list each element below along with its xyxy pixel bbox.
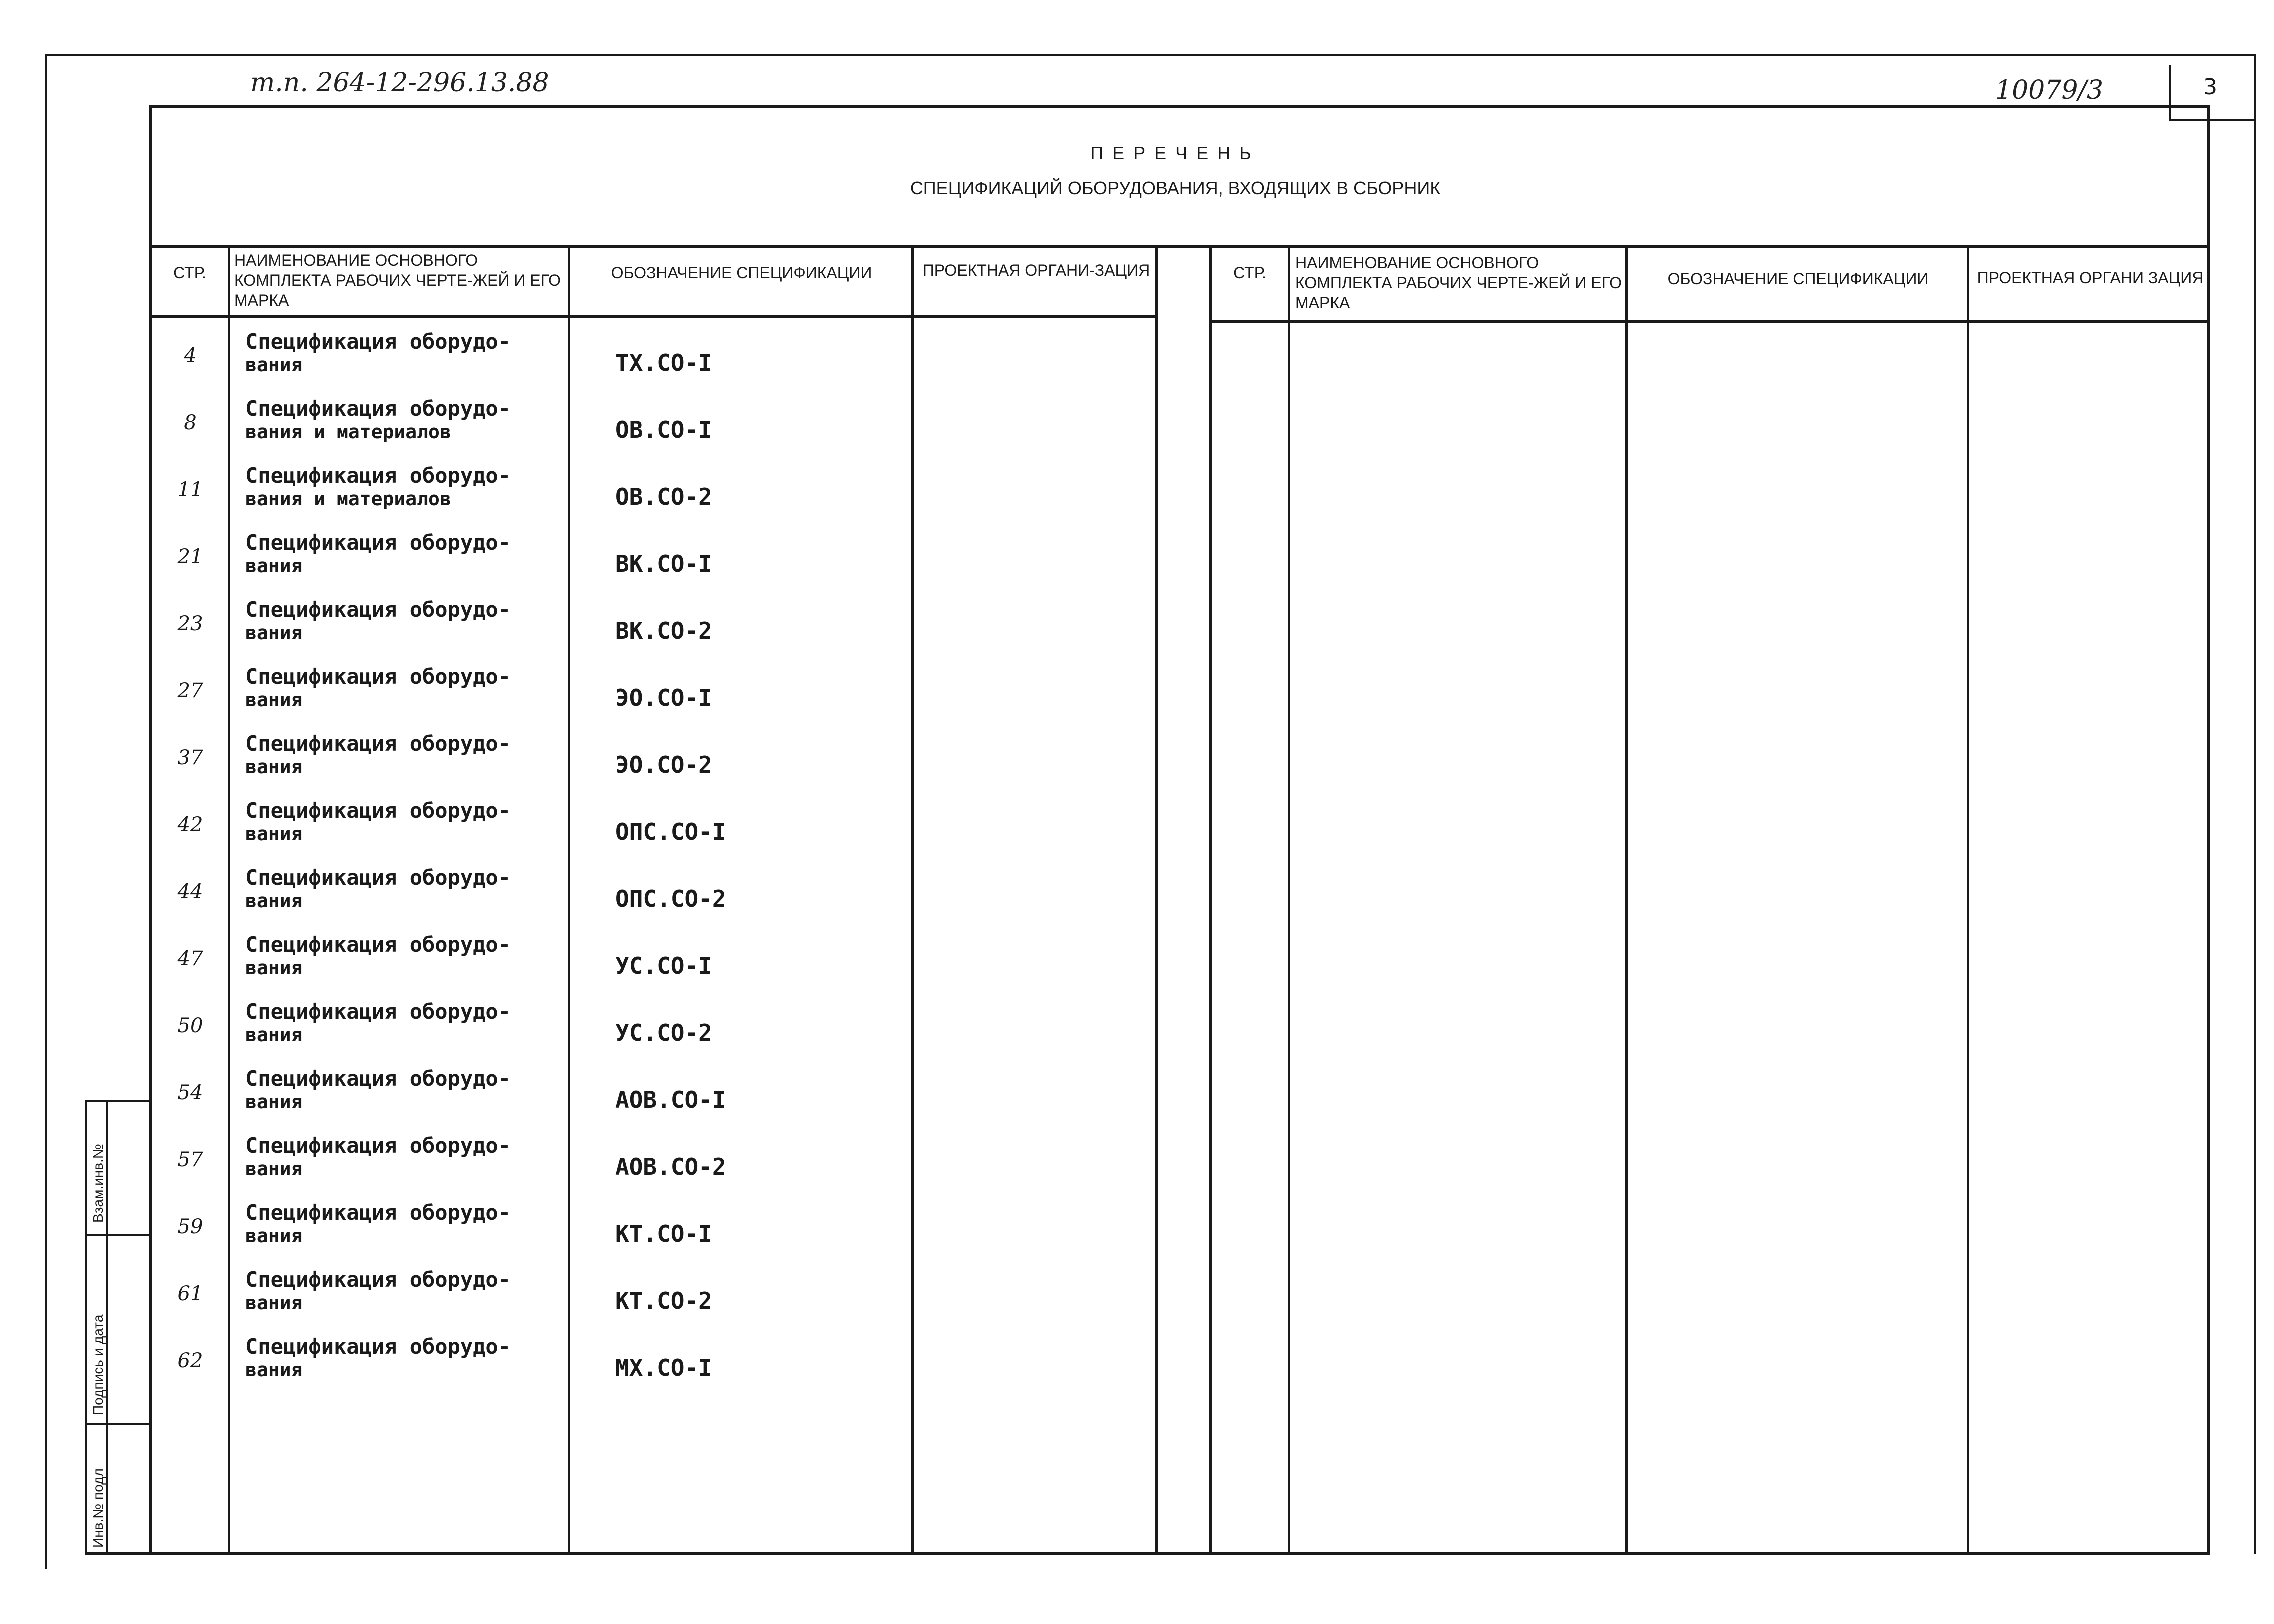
row-name <box>245 598 565 644</box>
row-spec-code: ВК.СО-I <box>615 550 712 577</box>
title-block-bottom <box>149 245 2210 248</box>
row-page-number: 50 <box>177 1014 203 1037</box>
row-spec-code: ОВ.СО-I <box>615 416 712 443</box>
row-name-line1: Спецификация оборудо- <box>245 329 511 354</box>
row-page-number: 59 <box>177 1215 203 1238</box>
row-name-line2: вания <box>245 622 303 644</box>
outer-top-border <box>45 54 2255 56</box>
inner-right-border <box>2207 105 2210 1555</box>
right-col-sep-2 <box>1625 245 1628 1554</box>
inner-top-border <box>149 105 2209 108</box>
row-page-number: 54 <box>177 1081 203 1104</box>
row-spec-code: МХ.СО-I <box>615 1354 712 1381</box>
row-page-number: 4 <box>184 344 197 367</box>
row-name <box>245 464 565 510</box>
sidebar-left-border <box>85 1100 87 1555</box>
row-name-line1: Спецификация оборудо- <box>245 1133 511 1158</box>
left-header-org: ПРОЕКТНАЯ ОРГАНИ-ЗАЦИЯ <box>922 261 1150 279</box>
row-name-line1: Спецификация оборудо- <box>245 731 511 756</box>
page-title: ПЕРЕЧЕНЬ <box>1090 143 1260 163</box>
sheet-box-left <box>2169 65 2171 120</box>
table-row <box>150 1330 1155 1397</box>
row-spec-code: ОПС.СО-I <box>615 818 726 845</box>
sidebar-inv-orig: Инв.№ подл <box>90 1468 106 1548</box>
row-name <box>245 1201 565 1247</box>
row-name <box>245 866 565 912</box>
table-row <box>150 995 1155 1062</box>
row-spec-code: ОВ.СО-2 <box>615 483 712 510</box>
row-name-line1: Спецификация оборудо- <box>245 932 511 957</box>
row-name <box>245 531 565 577</box>
row-spec-code: АОВ.СО-I <box>615 1086 726 1113</box>
row-page-number: 62 <box>177 1349 203 1372</box>
row-name-line2: вания <box>245 354 303 376</box>
left-table-header-rule <box>149 315 1156 318</box>
row-name-line1: Спецификация оборудо- <box>245 396 511 421</box>
left-header-code: ОБОЗНАЧЕНИЕ СПЕЦИФИКАЦИИ <box>611 264 872 282</box>
row-name-line2: вания и материалов <box>245 488 451 510</box>
row-page-number: 61 <box>177 1282 203 1305</box>
table-row <box>150 1263 1155 1330</box>
inner-bottom-border <box>85 1552 2210 1555</box>
sidebar-sep-2 <box>85 1423 150 1425</box>
row-name-line1: Спецификация оборудо- <box>245 999 511 1024</box>
row-spec-code: УС.СО-I <box>615 952 712 979</box>
row-name-line2: вания <box>245 756 303 778</box>
table-row <box>150 526 1155 593</box>
row-name-line2: вания <box>245 1158 303 1180</box>
row-spec-code: ВК.СО-2 <box>615 617 712 644</box>
table-row <box>150 794 1155 861</box>
row-spec-code: ОПС.СО-2 <box>615 885 726 912</box>
table-row <box>150 1062 1155 1129</box>
table-row <box>150 325 1155 392</box>
row-name-line1: Спецификация оборудо- <box>245 1334 511 1359</box>
row-name <box>245 665 565 711</box>
sheet-box-bottom <box>2169 119 2254 121</box>
row-page-number: 21 <box>177 545 203 568</box>
row-name-line1: Спецификация оборудо- <box>245 1200 511 1225</box>
row-page-number: 42 <box>177 813 203 836</box>
row-page-number: 44 <box>177 880 203 903</box>
page-subtitle: СПЕЦИФИКАЦИЙ ОБОРУДОВАНИЯ, ВХОДЯЩИХ В СБОРНИК <box>910 178 1441 198</box>
row-page-number: 23 <box>177 612 203 635</box>
table-row <box>150 727 1155 794</box>
right-header-code: ОБОЗНАЧЕНИЕ СПЕЦИФИКАЦИИ <box>1667 270 1929 288</box>
row-spec-code: КТ.СО-2 <box>615 1287 712 1314</box>
row-name <box>245 1268 565 1314</box>
right-header-page: СТР. <box>1233 264 1266 282</box>
row-spec-code: УС.СО-2 <box>615 1019 712 1046</box>
sidebar-inv-swap: Взам.инв.№ <box>90 1144 106 1223</box>
row-name-line2: вания <box>245 689 303 711</box>
left-table-right-border <box>1155 245 1158 1554</box>
outer-right-border <box>2254 54 2256 1554</box>
row-name-line2: вания <box>245 957 303 979</box>
row-name-line1: Спецификация оборудо- <box>245 798 511 823</box>
row-name <box>245 799 565 845</box>
doc-number: т.п. 264-12-296.13.88 <box>250 68 549 98</box>
row-name-line1: Спецификация оборудо- <box>245 1066 511 1091</box>
right-header-name: НАИМЕНОВАНИЕ ОСНОВНОГО КОМПЛЕКТА РАБОЧИХ ЧЕРТЕ-ЖЕЙ И ЕГО МАРКА <box>1295 254 1622 312</box>
row-name-line1: Спецификация оборудо- <box>245 597 511 622</box>
row-page-number: 11 <box>177 478 203 501</box>
row-name-line2: вания <box>245 555 303 577</box>
left-header-name: НАИМЕНОВАНИЕ ОСНОВНОГО КОМПЛЕКТА РАБОЧИХ ЧЕРТЕ-ЖЕЙ И ЕГО МАРКА <box>234 251 561 309</box>
row-name-line2: вания <box>245 1225 303 1247</box>
row-spec-code: ТХ.СО-I <box>615 349 712 376</box>
table-row <box>150 1129 1155 1196</box>
sidebar-top <box>85 1100 150 1102</box>
row-name <box>245 1067 565 1113</box>
left-header-page: СТР. <box>173 264 206 282</box>
row-name <box>245 330 565 376</box>
row-name-line1: Спецификация оборудо- <box>245 1267 511 1292</box>
sidebar-sign-date: Подпись и дата <box>90 1314 106 1415</box>
row-name-line2: вания <box>245 1292 303 1314</box>
row-name-line1: Спецификация оборудо- <box>245 463 511 488</box>
right-col-sep-3 <box>1967 245 1969 1554</box>
row-name-line2: вания <box>245 890 303 912</box>
right-table-header-rule <box>1209 320 2209 323</box>
right-col-sep-1 <box>1288 245 1290 1554</box>
sheet-number: 3 <box>2203 74 2217 100</box>
outer-left-border <box>45 54 47 1569</box>
table-row <box>150 593 1155 660</box>
row-page-number: 27 <box>177 679 203 702</box>
table-row <box>150 861 1155 928</box>
row-name <box>245 933 565 979</box>
row-page-number: 57 <box>177 1148 203 1171</box>
table-row <box>150 660 1155 727</box>
sidebar-mid-border <box>106 1100 108 1555</box>
row-name-line1: Спецификация оборудо- <box>245 664 511 689</box>
row-page-number: 37 <box>177 746 203 769</box>
row-name-line2: вания и материалов <box>245 421 451 443</box>
right-header-org: ПРОЕКТНАЯ ОРГАНИ ЗАЦИЯ <box>1977 269 2204 287</box>
row-name-line1: Спецификация оборудо- <box>245 530 511 555</box>
row-spec-code: АОВ.СО-2 <box>615 1153 726 1180</box>
sidebar-sep-1 <box>85 1234 150 1236</box>
right-table-left-border <box>1209 245 1212 1554</box>
row-name-line1: Спецификация оборудо- <box>245 865 511 890</box>
row-page-number: 8 <box>184 411 197 434</box>
row-spec-code: ЭО.СО-2 <box>615 751 712 778</box>
table-row <box>150 392 1155 459</box>
row-name-line2: вания <box>245 823 303 845</box>
row-name <box>245 732 565 778</box>
table-row <box>150 459 1155 526</box>
archive-number: 10079/3 <box>1995 75 2104 105</box>
row-page-number: 47 <box>177 947 203 970</box>
row-name-line2: вания <box>245 1091 303 1113</box>
row-name <box>245 1134 565 1180</box>
row-name <box>245 397 565 443</box>
row-name-line2: вания <box>245 1359 303 1381</box>
row-spec-code: КТ.СО-I <box>615 1220 712 1247</box>
row-name-line2: вания <box>245 1024 303 1046</box>
row-name <box>245 1000 565 1046</box>
table-row <box>150 1196 1155 1263</box>
table-row <box>150 928 1155 995</box>
row-name <box>245 1335 565 1381</box>
row-spec-code: ЭО.СО-I <box>615 684 712 711</box>
